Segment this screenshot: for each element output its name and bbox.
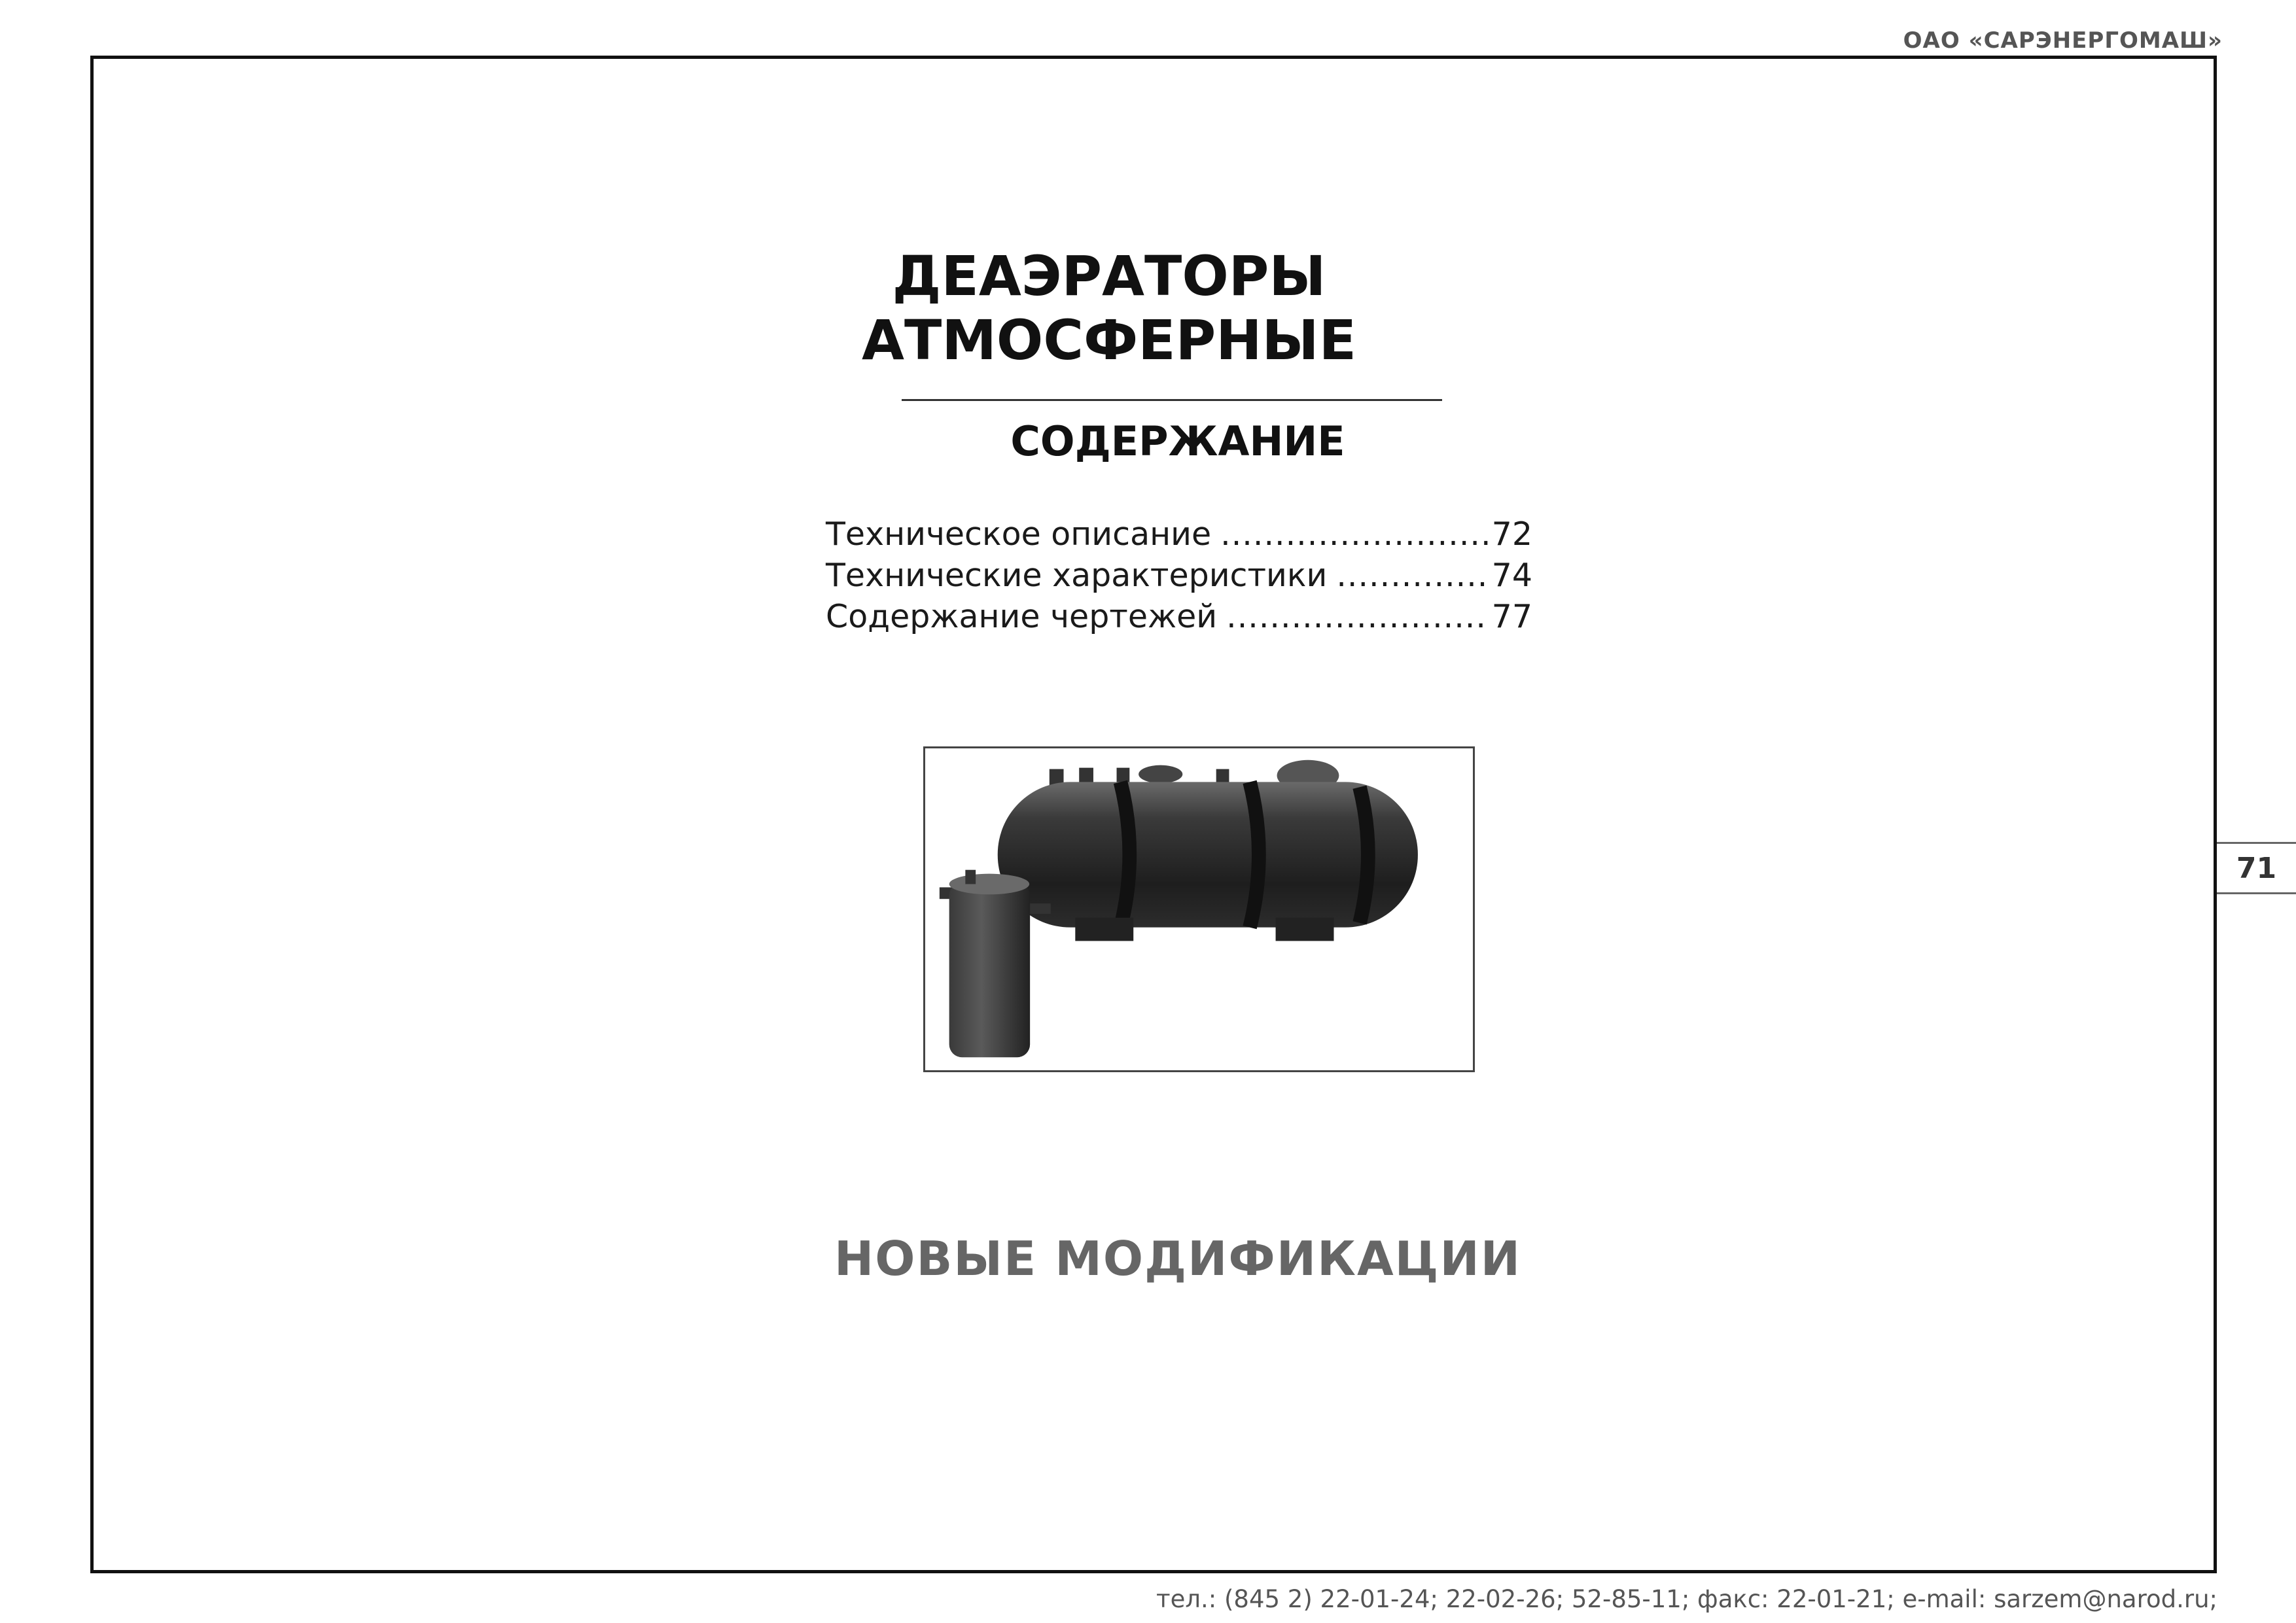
toc-item-page: 77 — [1491, 598, 1532, 635]
toc-leader-dots — [1220, 514, 1487, 555]
footer-contacts: тел.: (845 2) 22-01-24; 22-02-26; 52-85-11; факс: 22-01-21; e-mail: sarzem@narod.ru; — [1156, 1585, 2217, 1613]
toc-item-label: Техническое описание — [826, 515, 1212, 553]
table-of-contents — [826, 514, 1532, 637]
toc-item-label: Технические характеристики — [826, 557, 1328, 594]
toc-item[interactable] — [826, 596, 1532, 637]
toc-item-label: Содержание чертежей — [826, 598, 1218, 635]
deaerator-illustration — [925, 748, 1473, 1070]
toc-item[interactable] — [826, 514, 1532, 555]
new-modifications-heading: НОВЫЕ МОДИФИКАЦИИ — [834, 1231, 1521, 1286]
contents-heading: СОДЕРЖАНИЕ — [1010, 417, 1345, 465]
page-title-line-1: ДЕАЭРАТОРЫ — [892, 244, 1326, 308]
toc-item-page: 72 — [1491, 515, 1532, 553]
toc-item-page: 74 — [1491, 557, 1532, 594]
company-name: ОАО «САРЭНЕРГОМАШ» — [1903, 27, 2223, 54]
deaerator-photo — [923, 746, 1475, 1072]
toc-leader-dots — [1336, 555, 1487, 596]
toc-leader-dots — [1226, 596, 1488, 637]
page-number: 71 — [2217, 842, 2296, 894]
title-divider — [902, 399, 1442, 401]
page-title-line-2: АТМОСФЕРНЫЕ — [862, 308, 1356, 372]
toc-item[interactable] — [826, 555, 1532, 596]
